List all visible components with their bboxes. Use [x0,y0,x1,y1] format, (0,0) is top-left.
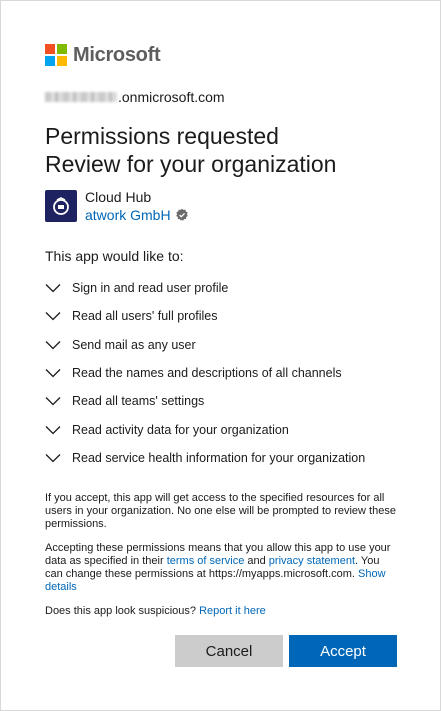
terms-of-service-link[interactable]: terms of service [166,555,245,568]
chevron-down-icon [45,368,61,378]
chevron-down-icon [45,283,61,293]
permission-item[interactable] [45,302,396,330]
publisher-link[interactable]: atwork GmbH [85,207,171,223]
permission-item[interactable] [45,444,396,472]
permission-label: Read activity data for your organization [72,422,289,437]
app-name: Cloud Hub [85,189,152,205]
account-domain: .onmicrosoft.com [118,89,225,105]
suspicious-text: Does this app look suspicious? [45,605,200,618]
cancel-button[interactable]: Cancel [175,635,283,667]
chevron-down-icon [45,396,61,406]
title-line-2: Review for your organization [45,151,337,177]
permission-item[interactable] [45,274,396,302]
permissions-intro: This app would like to: [45,248,184,264]
terms-notice-text: Accepting these permissions means that you allow this app to use your data as specified in their [45,542,391,568]
permission-label: Read all users' full profiles [72,309,218,324]
terms-notice [45,542,396,594]
title-line-1: Permissions requested [45,123,279,149]
consent-notice: If you accept, this app will get access to the specified resources for all users in your organization. No one else will be prompted to review these permissions. [45,492,396,531]
permission-item[interactable] [45,359,396,387]
permission-item[interactable] [45,415,396,443]
chevron-down-icon [45,340,61,350]
report-link[interactable]: Report it here [199,605,266,618]
permission-label: Read the names and descriptions of all channels [72,366,342,381]
terms-notice-and: and [244,555,269,568]
show-details-link[interactable]: Show details [45,568,386,594]
permission-label: Read service health information for your organization [72,450,366,465]
chevron-down-icon [45,311,61,321]
accept-button[interactable]: Accept [289,635,397,667]
permission-label: Send mail as any user [72,337,196,352]
brand-header [45,43,396,67]
brand-name: Microsoft [73,43,161,66]
verified-badge-icon [175,208,189,222]
privacy-statement-link[interactable]: privacy statement [268,555,355,568]
page-title [45,122,396,178]
permission-item[interactable] [45,387,396,415]
permission-item[interactable] [45,331,396,359]
publisher-row [85,206,189,224]
chevron-down-icon [45,453,61,463]
chevron-down-icon [45,425,61,435]
permissions-list [45,274,396,472]
app-text [85,188,189,224]
terms-notice-text-2: . You can change these permissions at https://myapps.microsoft.com. [45,555,380,581]
microsoft-logo-icon [45,44,67,66]
permission-label: Read all teams' settings [72,394,205,409]
redacted-tenant-name [45,92,117,102]
suspicious-row [45,605,396,618]
permission-label: Sign in and read user profile [72,281,229,296]
account-identifier [45,88,396,106]
app-logo-icon [45,190,77,222]
action-buttons [175,635,397,667]
app-info [45,188,396,224]
